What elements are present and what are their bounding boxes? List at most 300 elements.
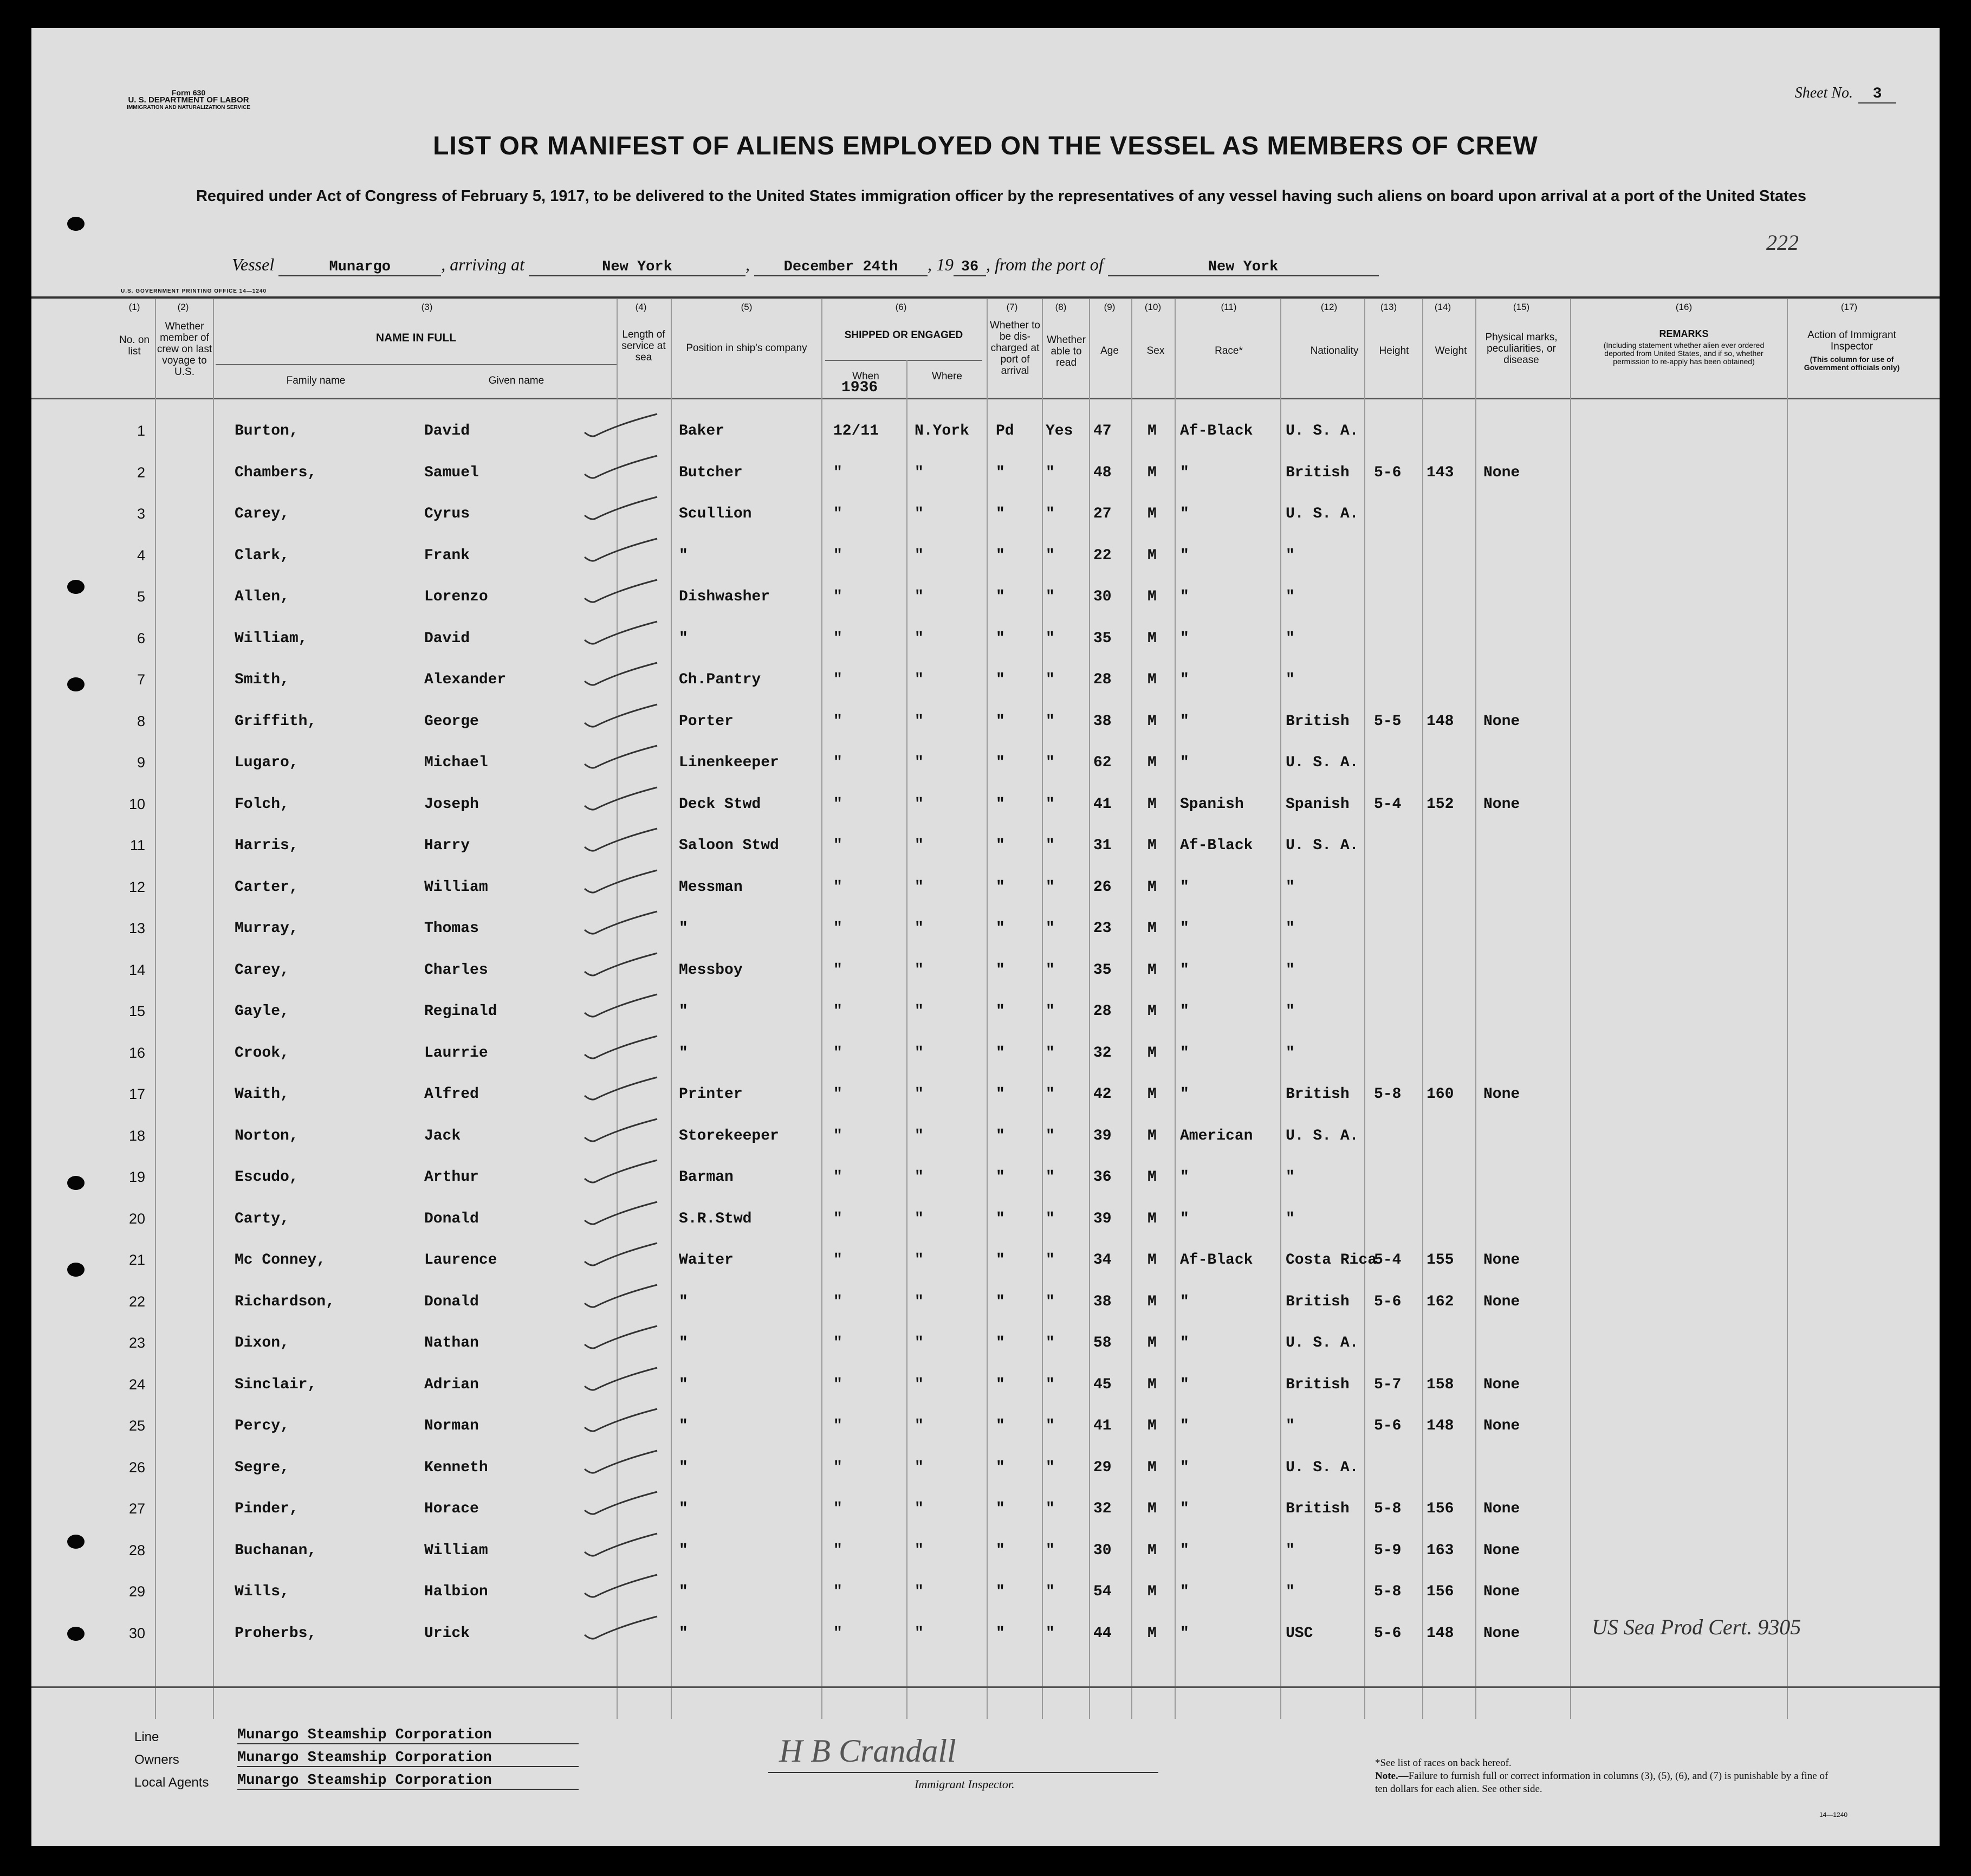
department: U. S. DEPARTMENT OF LABOR [128, 95, 249, 105]
weight: 163 [1427, 1542, 1454, 1559]
nationality: U. S. A. [1286, 837, 1359, 854]
check-mark-icon [581, 867, 663, 900]
family-name: Allen, [235, 588, 289, 605]
physical-marks: None [1483, 1625, 1520, 1642]
position: Deck Stwd [679, 795, 761, 813]
given-name: Joseph [424, 795, 479, 813]
weight: 160 [1427, 1086, 1454, 1103]
discharged: " [996, 630, 1005, 647]
col-num-10: (10) [1144, 302, 1162, 312]
able-to-read: " [1046, 837, 1055, 854]
row-number: 27 [128, 1500, 145, 1517]
given-name: Laurrie [424, 1044, 488, 1062]
when-shipped: " [833, 1003, 842, 1020]
age: 54 [1093, 1583, 1112, 1600]
nationality: U. S. A. [1286, 1459, 1359, 1476]
able-to-read: " [1046, 878, 1055, 896]
hdr-age: Age [1100, 345, 1119, 357]
row-number: 9 [137, 754, 145, 771]
family-name: Richardson, [235, 1293, 335, 1310]
sex: M [1147, 1583, 1157, 1600]
arrival-port: New York [529, 259, 745, 276]
check-mark-icon [581, 784, 663, 817]
nationality: U. S. A. [1286, 506, 1359, 522]
position: Barman [679, 1169, 734, 1186]
check-mark-icon [581, 991, 663, 1024]
height: 5-6 [1374, 1625, 1402, 1642]
col-line [1042, 299, 1043, 1719]
given-name: William [424, 1542, 488, 1559]
check-mark-icon [581, 411, 663, 443]
discharged: " [996, 795, 1005, 813]
col-num-1: (1) [128, 302, 140, 312]
note-text: —Failure to furnish full or correct information in columns (3), (5), (6), and (7) is punishable by a fine of ten dollars for each alien. See other side. [1375, 1770, 1829, 1795]
where-shipped: " [915, 1459, 924, 1476]
nationality: " [1286, 1418, 1295, 1434]
discharged: " [996, 1542, 1005, 1559]
sex: M [1147, 588, 1157, 605]
col-line [1364, 299, 1365, 1719]
agents-label: Local Agents [134, 1775, 209, 1790]
col-num-14: (14) [1434, 302, 1451, 312]
physical-marks: None [1483, 713, 1520, 730]
when-shipped: " [833, 1210, 842, 1227]
physical-marks: None [1483, 1542, 1520, 1559]
discharged: " [996, 878, 1005, 896]
where-shipped: " [915, 1376, 924, 1393]
given-name: Donald [424, 1210, 479, 1227]
rows-bottom-rule [31, 1686, 1940, 1688]
sex: M [1147, 754, 1157, 771]
where-shipped: " [915, 920, 924, 937]
hdr-nationality: Nationality [1310, 345, 1359, 357]
age: 62 [1093, 754, 1112, 771]
discharged: " [996, 961, 1005, 979]
discharged: " [996, 754, 1005, 771]
weight: 143 [1427, 464, 1454, 481]
form-code: 14—1240 [1819, 1811, 1848, 1819]
col-line [906, 360, 907, 1719]
race: " [1180, 878, 1189, 896]
check-mark-icon [581, 1571, 663, 1604]
able-to-read: " [1046, 713, 1055, 730]
discharged: " [996, 713, 1005, 730]
age: 35 [1093, 630, 1112, 647]
check-mark-icon [581, 1406, 663, 1438]
given-name: Laurence [424, 1252, 497, 1269]
hdr-name-rule [216, 364, 617, 365]
position: " [679, 1293, 688, 1310]
where-shipped: " [915, 464, 924, 481]
age: 48 [1093, 464, 1112, 481]
sex: M [1147, 1500, 1157, 1517]
position: Dishwasher [679, 588, 770, 605]
row-number: 23 [128, 1335, 145, 1351]
able-to-read: " [1046, 1459, 1055, 1476]
when-shipped: " [833, 1293, 842, 1310]
col-line [987, 299, 988, 1719]
family-name: Carter, [235, 878, 299, 896]
races-note: *See list of races on back hereof. [1375, 1757, 1512, 1769]
nationality: Spanish [1286, 795, 1350, 813]
col-line [213, 299, 214, 1719]
position: Linenkeeper [679, 754, 779, 771]
row-number: 14 [128, 961, 145, 978]
height: 5-7 [1374, 1376, 1402, 1393]
discharged: " [996, 1500, 1005, 1517]
line-label: Line [134, 1730, 159, 1744]
position: " [679, 1003, 688, 1020]
age: 28 [1093, 671, 1112, 688]
position: " [679, 1376, 688, 1393]
race: " [1180, 1335, 1189, 1351]
physical-marks: None [1483, 1500, 1520, 1517]
given-name: Harry [424, 837, 470, 854]
check-mark-icon [581, 1613, 663, 1646]
check-mark-icon [581, 1033, 663, 1065]
col-num-16: (16) [1675, 302, 1693, 312]
able-to-read: " [1046, 1625, 1055, 1642]
when-shipped: " [833, 1252, 842, 1269]
position: Printer [679, 1086, 743, 1103]
sex: M [1147, 423, 1157, 439]
when-shipped: " [833, 1335, 842, 1351]
punch-hole [67, 1627, 85, 1641]
family-name: Crook, [235, 1044, 289, 1062]
position: " [679, 1459, 688, 1476]
check-mark-icon [581, 1240, 663, 1272]
age: 47 [1093, 423, 1112, 439]
race: " [1180, 1086, 1189, 1103]
check-mark-icon [581, 1074, 663, 1107]
nationality: British [1286, 713, 1350, 730]
col-line [155, 299, 156, 1719]
discharged: " [996, 464, 1005, 481]
check-mark-icon [581, 825, 663, 858]
age: 35 [1093, 961, 1112, 979]
family-name: Murray, [235, 920, 299, 937]
position: Porter [679, 713, 734, 730]
check-mark-icon [581, 950, 663, 982]
punch-hole [67, 1263, 85, 1277]
when-shipped: " [833, 1086, 842, 1103]
family-name: Percy, [235, 1418, 289, 1434]
col-num-15: (15) [1513, 302, 1530, 312]
position: Baker [679, 423, 725, 439]
where-shipped: " [915, 1542, 924, 1559]
weight: 152 [1427, 795, 1454, 813]
nationality: " [1286, 1169, 1295, 1186]
vessel-name: Munargo [278, 259, 441, 276]
nationality: " [1286, 878, 1295, 896]
able-to-read: " [1046, 1418, 1055, 1434]
row-number: 7 [137, 671, 145, 688]
position: " [679, 1418, 688, 1434]
service: IMMIGRATION AND NATURALIZATION SERVICE [127, 105, 250, 111]
row-number: 11 [129, 837, 145, 853]
nationality: U. S. A. [1286, 1335, 1359, 1351]
where-shipped: " [915, 671, 924, 688]
check-mark-icon [581, 1199, 663, 1231]
hdr-weight: Weight [1435, 345, 1467, 357]
position: Ch.Pantry [679, 671, 761, 688]
failure-note [1375, 1770, 1841, 1796]
check-mark-icon [581, 1116, 663, 1148]
discharged: " [996, 1169, 1005, 1186]
position: S.R.Stwd [679, 1210, 752, 1227]
family-name: Chambers, [235, 464, 317, 481]
hdr-family-name: Family name [286, 375, 346, 386]
where-shipped: " [915, 795, 924, 813]
age: 28 [1093, 1003, 1112, 1020]
family-name: Buchanan, [235, 1542, 317, 1559]
hdr-shipped-rule [825, 360, 982, 361]
family-name: Clark, [235, 547, 289, 564]
sex: M [1147, 1169, 1157, 1186]
row-number: 2 [137, 464, 145, 481]
nationality: " [1286, 1542, 1295, 1559]
given-name: David [424, 423, 470, 439]
when-shipped: " [833, 547, 842, 564]
sex: M [1147, 795, 1157, 813]
physical-marks: None [1483, 1293, 1520, 1310]
given-name: Frank [424, 547, 470, 564]
row-number: 25 [128, 1418, 145, 1434]
when-shipped: " [833, 754, 842, 771]
sex: M [1147, 1252, 1157, 1269]
where-shipped: " [915, 1583, 924, 1600]
race: " [1180, 713, 1189, 730]
nationality: " [1286, 1044, 1295, 1062]
col-num-5: (5) [741, 302, 753, 312]
when-shipped: " [833, 1127, 842, 1144]
nationality: British [1286, 464, 1350, 481]
family-name: Griffith, [235, 713, 317, 730]
col-line [1475, 299, 1476, 1719]
weight: 156 [1427, 1583, 1454, 1600]
race: " [1180, 588, 1189, 605]
race: " [1180, 1003, 1189, 1020]
age: 27 [1093, 506, 1112, 522]
position: " [679, 1542, 688, 1559]
hdr-given-name: Given name [488, 375, 544, 386]
sex: M [1147, 1003, 1157, 1020]
punch-hole [67, 1176, 85, 1190]
given-name: Cyrus [424, 506, 470, 522]
form-info [110, 89, 267, 112]
hdr-name-in-full: NAME IN FULL [375, 332, 457, 344]
race: " [1180, 961, 1189, 979]
able-to-read: " [1046, 671, 1055, 688]
weight: 155 [1427, 1252, 1454, 1269]
height: 5-8 [1374, 1086, 1402, 1103]
race: " [1180, 1210, 1189, 1227]
able-to-read: " [1046, 920, 1055, 937]
physical-marks: None [1483, 1583, 1520, 1600]
where-shipped: " [915, 1086, 924, 1103]
race: " [1180, 1376, 1189, 1393]
nationality: British [1286, 1376, 1350, 1393]
nationality: " [1286, 547, 1295, 564]
race: Af-Black [1180, 1252, 1253, 1269]
able-to-read: " [1046, 1542, 1055, 1559]
sheet-value: 3 [1858, 86, 1896, 103]
sex: M [1147, 1127, 1157, 1144]
discharged: " [996, 547, 1005, 564]
nationality: " [1286, 1210, 1295, 1227]
given-name: Lorenzo [424, 588, 488, 605]
when-shipped: " [833, 961, 842, 979]
hdr-able-read: Whether able to read [1047, 334, 1086, 368]
sex: M [1147, 1210, 1157, 1227]
position: " [679, 1583, 688, 1600]
family-name: Dixon, [235, 1335, 289, 1351]
nationality: Costa Rica [1286, 1252, 1377, 1269]
when-shipped: " [833, 1500, 842, 1517]
col-line [1089, 299, 1090, 1719]
position: Waiter [679, 1252, 734, 1269]
able-to-read: " [1046, 1003, 1055, 1020]
able-to-read: " [1046, 547, 1055, 564]
given-name: Michael [424, 754, 488, 771]
physical-marks: None [1483, 1252, 1520, 1269]
able-to-read: " [1046, 630, 1055, 647]
able-to-read: " [1046, 1376, 1055, 1393]
able-to-read: " [1046, 588, 1055, 605]
where-shipped: " [915, 878, 924, 896]
position: Butcher [679, 464, 743, 481]
age: 30 [1093, 588, 1112, 605]
age: 36 [1093, 1169, 1112, 1186]
given-name: Halbion [424, 1583, 488, 1600]
age: 44 [1093, 1625, 1112, 1642]
inspector-label: Immigrant Inspector. [915, 1777, 1015, 1791]
age: 30 [1093, 1542, 1112, 1559]
from-label: , from the port of [986, 255, 1104, 274]
header-bottom-rule [31, 398, 1940, 399]
check-mark-icon [581, 494, 663, 526]
family-name: Proherbs, [235, 1625, 317, 1642]
able-to-read: " [1046, 1500, 1055, 1517]
agents-value: Munargo Steamship Corporation [237, 1773, 579, 1790]
when-shipped: " [833, 1583, 842, 1600]
given-name: Arthur [424, 1169, 479, 1186]
discharged: " [996, 837, 1005, 854]
family-name: Smith, [235, 671, 289, 688]
hdr-action-sub: (This column for use of Government officials only) [1804, 355, 1900, 372]
where-shipped: " [915, 754, 924, 771]
height: 5-6 [1374, 1293, 1402, 1310]
age: 45 [1093, 1376, 1112, 1393]
nationality: " [1286, 588, 1295, 605]
footer-notes [1375, 1757, 1841, 1796]
when-shipped: " [833, 671, 842, 688]
given-name: Alexander [424, 671, 507, 688]
where-shipped: " [915, 1210, 924, 1227]
position: Messman [679, 878, 743, 896]
given-name: Alfred [424, 1086, 479, 1103]
check-mark-icon [581, 1323, 663, 1355]
position: Storekeeper [679, 1127, 779, 1144]
discharged: " [996, 1625, 1005, 1642]
position: " [679, 1044, 688, 1062]
row-number: 21 [128, 1252, 145, 1268]
col-num-4: (4) [635, 302, 647, 312]
check-mark-icon [581, 1447, 663, 1480]
position: Saloon Stwd [679, 837, 779, 854]
row-number: 20 [128, 1210, 145, 1227]
weight: 162 [1427, 1293, 1454, 1310]
able-to-read: " [1046, 464, 1055, 481]
age: 32 [1093, 1044, 1112, 1062]
col-line [1787, 299, 1788, 1719]
able-to-read: " [1046, 1169, 1055, 1186]
height: 5-8 [1374, 1500, 1402, 1517]
nationality: " [1286, 1583, 1295, 1600]
header-rule [31, 296, 1940, 299]
family-name: Lugaro, [235, 754, 299, 771]
punch-hole [67, 217, 85, 231]
where-shipped: N.York [915, 423, 969, 439]
able-to-read: " [1046, 506, 1055, 522]
hdr-physical: Physical marks, peculiarities, or disease [1485, 332, 1558, 366]
row-number: 15 [128, 1003, 145, 1019]
race: " [1180, 754, 1189, 771]
row-number: 18 [128, 1127, 145, 1144]
age: 29 [1093, 1459, 1112, 1476]
where-shipped: " [915, 837, 924, 854]
able-to-read: " [1046, 795, 1055, 813]
age: 32 [1093, 1500, 1112, 1517]
remarks: US Sea Prod Cert. 9305 [1592, 1614, 1801, 1639]
when-shipped: " [833, 1625, 842, 1642]
given-name: William [424, 878, 488, 896]
race: " [1180, 1625, 1189, 1642]
punch-hole [67, 1535, 85, 1549]
sex: M [1147, 1086, 1157, 1103]
family-name: Wills, [235, 1583, 289, 1600]
able-to-read: " [1046, 961, 1055, 979]
col-line [1131, 299, 1132, 1719]
when-shipped: " [833, 1418, 842, 1434]
sex: M [1147, 547, 1157, 564]
when-shipped: " [833, 1376, 842, 1393]
row-number: 1 [137, 423, 145, 439]
inspector-signature: H B Crandall [779, 1733, 956, 1769]
check-mark-icon [581, 535, 663, 568]
able-to-read: " [1046, 1252, 1055, 1269]
nationality: USC [1286, 1625, 1313, 1642]
race: " [1180, 920, 1189, 937]
col-num-17: (17) [1840, 302, 1858, 312]
sex: M [1147, 1044, 1157, 1062]
where-shipped: " [915, 961, 924, 979]
discharged: " [996, 506, 1005, 522]
nationality: British [1286, 1293, 1350, 1310]
row-number: 30 [128, 1625, 145, 1641]
punch-hole [67, 677, 85, 691]
where-shipped: " [915, 713, 924, 730]
discharged: " [996, 1459, 1005, 1476]
row-number: 6 [137, 630, 145, 646]
age: 22 [1093, 547, 1112, 564]
when-shipped: " [833, 630, 842, 647]
family-name: Sinclair, [235, 1376, 317, 1393]
col-num-13: (13) [1380, 302, 1397, 312]
hdr-length-service: Length of service at sea [621, 329, 666, 363]
row-number: 12 [128, 878, 145, 895]
where-shipped: " [915, 588, 924, 605]
